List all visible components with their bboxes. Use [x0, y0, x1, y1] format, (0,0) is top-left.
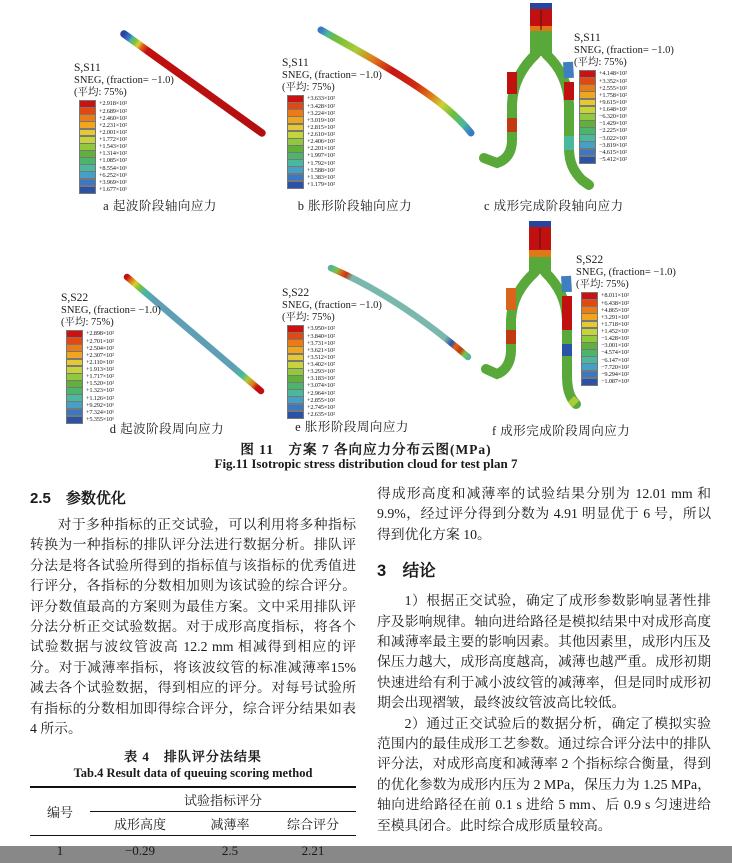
legend-value: +1.913×10² — [86, 366, 114, 374]
legend-value: +2.001×10² — [99, 128, 127, 136]
conclusion-paragraph-1: 1）根据正交试验，确定了成形参数影响显著性排序及影响规律。轴向进给路径是模拟结果中对成形高度和减薄率最主要的影响因素。其他因素里，成形内压及保压力越大，成形高度越高，减薄也越严重。成形初期快速进给有利于减小波纹管的减薄率，但是同时成形初期会出现褶皱，最终波纹管波高比较低。 — [377, 593, 711, 711]
legend-value: +2.815×10² — [307, 123, 335, 131]
legend-value: −2.225×10² — [599, 127, 627, 135]
legend-value: −1.429×10² — [599, 120, 627, 128]
legend-value: +1.997×10² — [307, 152, 335, 160]
legend-value: +1.179×10² — [307, 181, 335, 189]
legend-value: +5.355×10¹ — [86, 416, 114, 424]
average-label: (平均: 75%) — [282, 311, 335, 323]
legend-value: +2.898×10² — [86, 330, 114, 338]
legend-value: +9.615×10¹ — [599, 98, 627, 106]
legend-value: +2.610×10² — [307, 131, 335, 139]
cell-thinning-score: 2.5 — [221, 843, 239, 859]
sneg-label: SNEG, (fraction= −1.0) — [576, 266, 676, 278]
legend-swatch — [579, 156, 596, 164]
legend-scale — [66, 330, 161, 423]
cell-id: 1 — [56, 843, 64, 859]
legend-value: +1.323×10² — [86, 387, 114, 395]
legend-value: +2.231×10² — [99, 121, 127, 129]
legend-value: +3.224×10² — [307, 109, 335, 117]
legend-row — [581, 378, 676, 385]
figure-caption-en: Fig.11 Isotropic stress distribution cloud for test plan 7 — [214, 456, 518, 471]
left-column — [30, 487, 356, 863]
legend-value: +3.402×10² — [307, 361, 335, 369]
legend-panel-a — [74, 62, 174, 193]
figure-caption-zh: 图 11 方案 7 各向应力分布云图(MPa) — [240, 442, 492, 457]
legend-value: +9.292×10¹ — [86, 401, 114, 409]
legend-value: +1.543×10² — [99, 143, 127, 151]
average-label: (平均: 75%) — [61, 316, 114, 328]
caption-panel-b: b 胀形阶段轴向应力 — [297, 199, 413, 213]
legend-panel-d — [61, 292, 161, 423]
legend-value: +2.201×10² — [307, 145, 335, 153]
legend-value: +4.148×10² — [599, 70, 627, 78]
legend-value: +1.792×10² — [307, 159, 335, 167]
legend-value: +1.520×10² — [86, 380, 114, 388]
legend-value: +2.406×10² — [307, 138, 335, 146]
legend-value: +3.074×10² — [307, 382, 335, 390]
stress-component-label: S,S22 — [282, 287, 310, 299]
legend-value: +2.855×10² — [307, 396, 335, 404]
legend-value: +1.772×10² — [99, 136, 127, 144]
legend-value: −4.615×10² — [599, 148, 627, 156]
legend-value: +7.324×10¹ — [86, 408, 114, 416]
legend-scale — [581, 292, 676, 385]
legend-value: +3.019×10² — [307, 116, 335, 124]
legend-value: +2.635×10² — [307, 411, 335, 419]
caption-panel-f: f 成形完成阶段周向应力 — [492, 424, 631, 438]
legend-value: +3.840×10² — [307, 332, 335, 340]
legend-value: +2.745×10² — [307, 403, 335, 411]
legend-row — [579, 156, 674, 163]
legend-value: +3.512×10² — [307, 353, 335, 361]
legend-value: +1.648×10¹ — [599, 106, 627, 114]
legend-swatch — [287, 181, 304, 189]
legend-value: −9.294×10² — [601, 370, 629, 378]
average-label: (平均: 75%) — [576, 278, 629, 290]
legend-panel-f — [576, 254, 676, 385]
col-group-header: 试验指标评分 — [90, 787, 356, 812]
col-header-height: 成形高度 — [90, 812, 190, 836]
legend-value: −5.412×10² — [599, 156, 627, 164]
legend-value: −3.819×10² — [599, 141, 627, 149]
legend-panel-c — [574, 32, 674, 163]
legend-value: +1.383×10² — [307, 173, 335, 181]
legend-value: +8.554×10¹ — [99, 164, 127, 172]
stress-component-label: S,S11 — [574, 32, 601, 44]
legend-value: +3.293×10² — [307, 368, 335, 376]
legend-value: +3.428×10² — [307, 102, 335, 110]
legend-value: +1.588×10² — [307, 166, 335, 174]
legend-value: +3.731×10² — [307, 339, 335, 347]
legend-value: +1.718×10² — [601, 320, 629, 328]
queuing-score-table — [30, 786, 356, 863]
stress-component-label: S,S22 — [576, 254, 604, 266]
table-title-en: Tab.4 Result data of queuing scoring method — [73, 766, 313, 781]
legend-value: +2.504×10² — [86, 344, 114, 352]
legend-value: +8.011×10² — [601, 292, 629, 300]
legend-swatch — [79, 186, 96, 194]
legend-value: +1.085×10² — [99, 157, 127, 165]
sneg-label: SNEG, (fraction= −1.0) — [61, 304, 161, 316]
legend-value: −7.720×10² — [601, 363, 629, 371]
average-label: (平均: 75%) — [282, 81, 335, 93]
legend-value: +1.758×10² — [599, 91, 627, 99]
legend-row — [287, 181, 382, 188]
legend-swatch — [581, 378, 598, 386]
legend-row — [79, 186, 174, 193]
cell-total-score: 2.21 — [301, 843, 325, 859]
legend-value: +4.865×10² — [601, 306, 629, 314]
legend-value: +2.701×10² — [86, 337, 114, 345]
legend-value: +1.717×10² — [86, 373, 114, 381]
col-header-thinning: 减薄率 — [190, 812, 270, 836]
legend-panel-b — [282, 57, 382, 188]
legend-value: +2.307×10² — [86, 351, 114, 359]
legend-scale — [287, 325, 382, 418]
col-header-total: 综合评分 — [270, 812, 356, 836]
stress-component-label: S,S22 — [61, 292, 89, 304]
conclusion-paragraph-2: 2）通过正交试验后的数据分析，确定了模拟实验范围内的最佳成形工艺参数。通过综合评分法中的排队评分法，对成形高度和减薄率 2 个指标综合衡量，得到的优化参数为成形内压为 2 MPa，保压力为 1.25 MPa，轴向进给路径在前 0.1 s 进给 5 mm、后 0.9 s 匀速进给至模具闭合。此时综合成形质量较高。 — [377, 715, 711, 833]
legend-scale — [579, 70, 674, 163]
legend-value: +2.964×10² — [307, 389, 335, 397]
sneg-label: SNEG, (fraction= −1.0) — [574, 44, 674, 56]
cell-height-score: −0.29 — [124, 843, 156, 859]
right-paragraph-intro: 得成形高度和减薄率的试验结果分别为 12.01 mm 和 9.9%，经过评分得到分数为 4.91 明显优于 6 号，所以得到优化方案 10。 — [377, 486, 711, 542]
col-header-id: 编号 — [30, 787, 90, 836]
sneg-label: SNEG, (fraction= −1.0) — [282, 69, 382, 81]
left-paragraph: 对于多种指标的正交试验，可以利用将多种指标转换为一种指标的排队评分法进行数据分析。排队评分法是将各试验所得到的指标值与该指标的优秀值进行评分，各指标的分数相加则为该试验的综合评分。评分数值最高的方案则为最佳方案。文中采用排队评分法分析正交试验数据。对于成形高度指标，将各个试验数据与波纹管波高 12.2 mm 相减得到相应的评分。对于减薄率指标，将该波纹管的标准减薄率15%减去各个试验数据，得到相应的评分。对每号试验所有指标的分数相加即得综合评分，综合评分结果如表 4 所示。 — [30, 517, 356, 737]
legend-value: +2.110×10² — [86, 358, 114, 366]
legend-value: −1.087×10³ — [601, 378, 629, 386]
caption-panel-c: c 成形完成阶段轴向应力 — [484, 199, 624, 213]
table-4-block — [30, 746, 356, 863]
legend-scale — [287, 95, 382, 188]
table-row — [30, 836, 356, 863]
legend-panel-e — [282, 287, 382, 418]
legend-value: +2.918×10² — [99, 100, 127, 108]
sneg-label: SNEG, (fraction= −1.0) — [282, 299, 382, 311]
sneg-label: SNEG, (fraction= −1.0) — [74, 74, 174, 86]
legend-scale — [79, 100, 174, 193]
legend-value: +2.555×10² — [599, 84, 627, 92]
stress-component-label: S,S11 — [74, 62, 101, 74]
legend-value: −6.147×10² — [601, 356, 629, 364]
average-label: (平均: 75%) — [574, 56, 627, 68]
legend-value: +3.291×10² — [601, 313, 629, 321]
right-column — [377, 484, 711, 836]
legend-value: +6.252×10¹ — [99, 171, 127, 179]
caption-panel-a: a 起波阶段轴向应力 — [103, 199, 217, 213]
legend-value: +1.314×10² — [99, 150, 127, 158]
average-label: (平均: 75%) — [74, 86, 127, 98]
stress-component-label: S,S11 — [282, 57, 309, 69]
legend-value: −4.574×10² — [601, 349, 629, 357]
legend-value: −6.320×10¹ — [599, 113, 627, 121]
section-heading-3: 3 结论 — [377, 562, 436, 581]
legend-value: +3.352×10² — [599, 77, 627, 85]
legend-value: +2.460×10² — [99, 114, 127, 122]
legend-value: +1.452×10¹ — [601, 328, 629, 336]
section-heading-2-5: 2.5 参数优化 — [30, 490, 126, 507]
legend-value: −1.428×10² — [601, 335, 629, 343]
legend-value: +3.633×10² — [307, 95, 335, 103]
legend-value: +1.677×10¹ — [99, 186, 127, 194]
caption-panel-e: e 胀形阶段周向应力 — [295, 420, 409, 434]
table-body — [30, 836, 356, 863]
legend-value: +3.183×10² — [307, 375, 335, 383]
legend-value: +6.438×10² — [601, 299, 629, 307]
legend-value: +3.950×10² — [307, 325, 335, 333]
legend-value: −3.022×10² — [599, 134, 627, 142]
legend-value: −3.001×10² — [601, 342, 629, 350]
legend-value: +3.969×10¹ — [99, 178, 127, 186]
legend-value: +2.689×10² — [99, 107, 127, 115]
caption-panel-d: d 起波阶段周向应力 — [109, 422, 225, 436]
legend-value: +1.126×10² — [86, 394, 114, 402]
table-title-zh: 表 4 排队评分法结果 — [124, 749, 262, 765]
legend-value: +3.621×10² — [307, 346, 335, 354]
